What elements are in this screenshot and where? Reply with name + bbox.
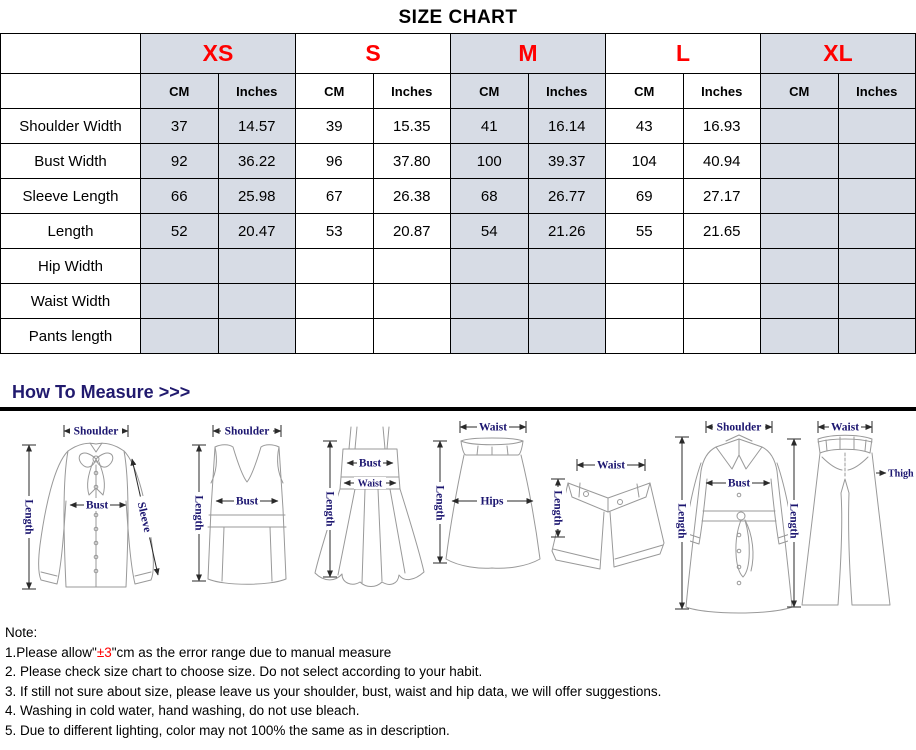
cell — [218, 249, 296, 284]
unit-header-row — [1, 74, 916, 109]
cell — [296, 319, 374, 354]
cell — [528, 319, 606, 354]
table-row-length — [1, 214, 916, 249]
note-line-3: 3. If still not sure about size, please leave us your shoulder, bust, waist and hip data, we will offer suggestions. — [5, 683, 662, 699]
cell — [606, 284, 684, 319]
blouse-length-label: Length — [22, 499, 35, 535]
size-header-s: S — [296, 34, 451, 74]
cell — [296, 284, 374, 319]
cell — [606, 249, 684, 284]
cell: 41 — [451, 109, 529, 144]
cell — [683, 319, 761, 354]
cell — [838, 179, 916, 214]
cell — [373, 284, 451, 319]
skirt-waist-label: Waist — [478, 421, 508, 434]
coat-length-label: Length — [675, 503, 688, 539]
cell — [761, 144, 839, 179]
corner-cell — [1, 34, 141, 74]
cell: 55 — [606, 214, 684, 249]
cell — [528, 284, 606, 319]
cell — [373, 249, 451, 284]
figure-skirt — [433, 420, 540, 568]
size-chart-table — [0, 33, 916, 354]
cell: 27.17 — [683, 179, 761, 214]
unit-header: CM — [141, 74, 219, 109]
size-header-row — [1, 34, 916, 74]
cell: 66 — [141, 179, 219, 214]
cell: 26.77 — [528, 179, 606, 214]
size-header-l: L — [606, 34, 761, 74]
cell — [606, 319, 684, 354]
cell: 20.47 — [218, 214, 296, 249]
cell — [761, 319, 839, 354]
table-row-hip-width — [1, 249, 916, 284]
cell: 39 — [296, 109, 374, 144]
cell — [838, 249, 916, 284]
shorts-length-label: Length — [551, 490, 564, 526]
figure-coat — [675, 420, 794, 613]
row-label: Sleeve Length — [1, 179, 141, 214]
cell: 92 — [141, 144, 219, 179]
table-row-waist-width — [1, 284, 916, 319]
cell: 52 — [141, 214, 219, 249]
corner-cell — [1, 74, 141, 109]
unit-header: Inches — [373, 74, 451, 109]
measure-figures-diagram — [0, 413, 916, 621]
unit-header: Inches — [838, 74, 916, 109]
cell — [838, 284, 916, 319]
cell: 20.87 — [373, 214, 451, 249]
cell — [141, 249, 219, 284]
note-line-2: 2. Please check size chart to choose size. Do not select according to your habit. — [5, 664, 483, 679]
row-label: Bust Width — [1, 144, 141, 179]
cell: 54 — [451, 214, 529, 249]
unit-header: Inches — [683, 74, 761, 109]
table-row-sleeve-length — [1, 179, 916, 214]
cell: 26.38 — [373, 179, 451, 214]
note-line-1: 1.Please allow"±3"cm as the error range due to manual measure — [5, 644, 392, 660]
cell: 68 — [451, 179, 529, 214]
cell — [683, 249, 761, 284]
page-title: SIZE CHART — [398, 7, 518, 28]
cell: 69 — [606, 179, 684, 214]
cell: 36.22 — [218, 144, 296, 179]
cell: 16.14 — [528, 109, 606, 144]
coat-shoulder-label: Shoulder — [716, 421, 762, 434]
note-line-5: 5. Due to different lighting, color may not 100% the same as in description. — [5, 722, 450, 738]
blouse-bust-label: Bust — [85, 499, 109, 512]
cell — [683, 284, 761, 319]
figure-pants — [787, 420, 914, 607]
unit-header: Inches — [218, 74, 296, 109]
error-range-highlight: ±3 — [96, 644, 112, 660]
unit-header: CM — [761, 74, 839, 109]
dress-waist-label: Waist — [357, 478, 383, 490]
cell — [451, 284, 529, 319]
cell: 21.65 — [683, 214, 761, 249]
cell: 39.37 — [528, 144, 606, 179]
cell: 21.26 — [528, 214, 606, 249]
tank-shoulder-label: Shoulder — [224, 425, 270, 438]
size-header-xl: XL — [761, 34, 916, 74]
notes-heading: Note: — [5, 625, 38, 640]
cell: 37 — [141, 109, 219, 144]
cell — [451, 249, 529, 284]
cell — [838, 109, 916, 144]
skirt-hips-label: Hips — [480, 495, 504, 508]
notes-section — [0, 623, 916, 740]
shorts-waist-label: Waist — [596, 459, 626, 472]
cell — [141, 284, 219, 319]
row-label: Waist Width — [1, 284, 141, 319]
cell: 14.57 — [218, 109, 296, 144]
cell — [761, 249, 839, 284]
cell: 25.98 — [218, 179, 296, 214]
blouse-sleeve-label: Sleeve — [134, 500, 154, 534]
row-label: Length — [1, 214, 141, 249]
cell: 16.93 — [683, 109, 761, 144]
cell: 53 — [296, 214, 374, 249]
cell — [761, 179, 839, 214]
tank-bust-label: Bust — [235, 495, 259, 508]
cell: 40.94 — [683, 144, 761, 179]
table-row-bust-width — [1, 144, 916, 179]
cell — [838, 319, 916, 354]
dress-length-label: Length — [323, 491, 336, 527]
cell: 15.35 — [373, 109, 451, 144]
note-line-4: 4. Washing in cold water, hand washing, do not use bleach. — [5, 703, 360, 718]
cell — [761, 284, 839, 319]
blouse-shoulder-label: Shoulder — [73, 425, 119, 438]
unit-header: Inches — [528, 74, 606, 109]
cell — [528, 249, 606, 284]
cell — [218, 319, 296, 354]
unit-header: CM — [296, 74, 374, 109]
table-row-pants-length — [1, 319, 916, 354]
cell: 104 — [606, 144, 684, 179]
unit-header: CM — [451, 74, 529, 109]
size-header-m: M — [451, 34, 606, 74]
cell: 96 — [296, 144, 374, 179]
cell: 67 — [296, 179, 374, 214]
size-header-xs: XS — [141, 34, 296, 74]
cell: 100 — [451, 144, 529, 179]
cell — [761, 214, 839, 249]
cell — [373, 319, 451, 354]
row-label: Pants length — [1, 319, 141, 354]
coat-bust-label: Bust — [727, 477, 751, 490]
row-label: Hip Width — [1, 249, 141, 284]
figure-blouse — [22, 424, 158, 589]
cell — [451, 319, 529, 354]
unit-header: CM — [606, 74, 684, 109]
figure-shorts — [551, 458, 664, 569]
cell — [838, 214, 916, 249]
cell — [141, 319, 219, 354]
cell — [218, 284, 296, 319]
cell: 43 — [606, 109, 684, 144]
cell — [838, 144, 916, 179]
tank-length-label: Length — [192, 495, 205, 531]
cell — [296, 249, 374, 284]
divider-line — [0, 407, 916, 411]
table-row-shoulder-width — [1, 109, 916, 144]
skirt-length-label: Length — [433, 485, 446, 521]
figure-tank-top — [192, 424, 286, 584]
cell — [761, 109, 839, 144]
row-label: Shoulder Width — [1, 109, 141, 144]
pants-length-label: Length — [787, 503, 800, 539]
pants-waist-label: Waist — [830, 421, 860, 434]
dress-bust-label: Bust — [358, 457, 382, 470]
cell: 37.80 — [373, 144, 451, 179]
pants-thigh-label: Thigh — [888, 468, 914, 480]
how-to-measure-heading: How To Measure >>> — [12, 382, 191, 402]
figure-dress — [315, 427, 424, 587]
